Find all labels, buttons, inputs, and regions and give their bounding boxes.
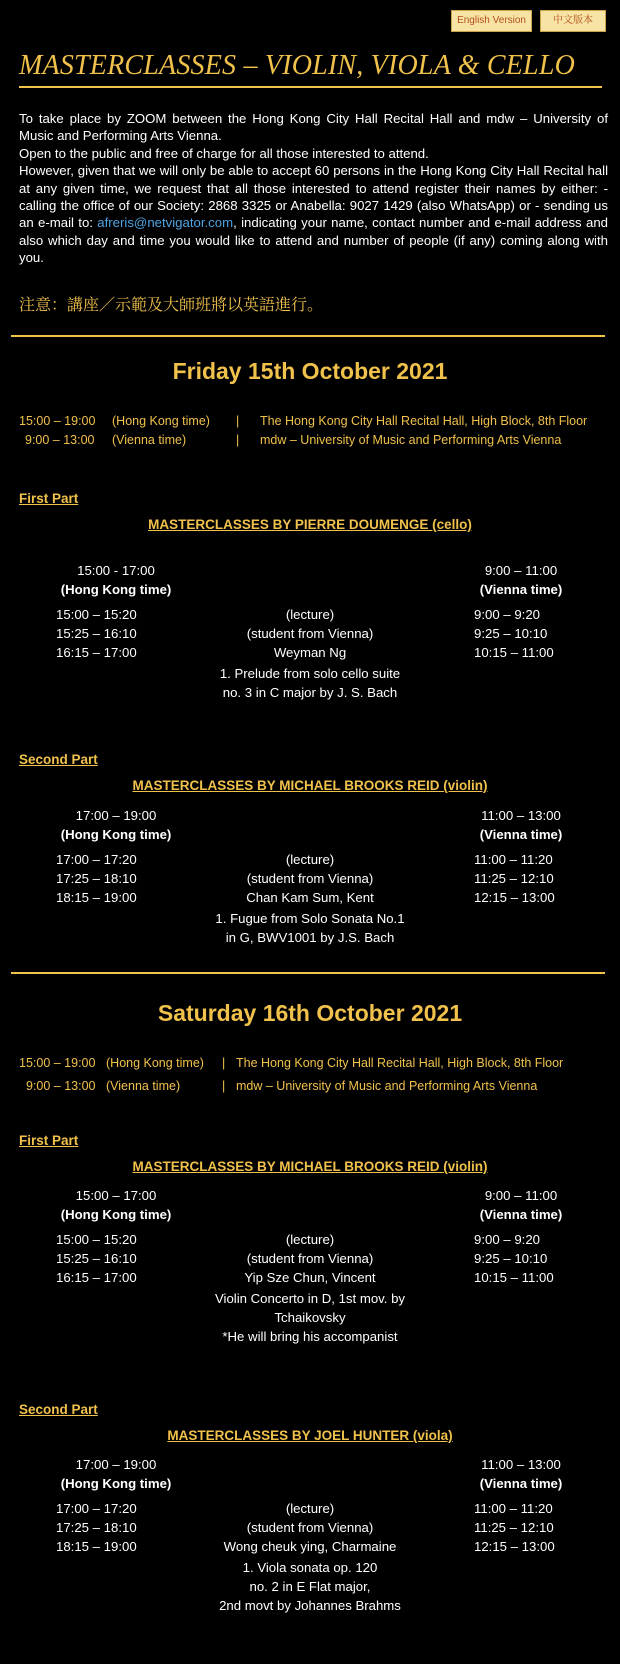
- hk-time: 16:15 – 17:00: [56, 645, 137, 660]
- venue-row: [19, 414, 609, 432]
- venue-place: mdw – University of Music and Performing Arts Vienna: [236, 1079, 538, 1093]
- vienna-time: 11:00 – 11:20: [474, 1501, 553, 1516]
- vienna-time: 10:15 – 11:00: [474, 645, 554, 660]
- schedule-row: [0, 1501, 620, 1520]
- vienna-time: 12:15 – 13:00: [474, 890, 555, 905]
- venue-row: [19, 1079, 609, 1097]
- vienna-time: 10:15 – 11:00: [474, 1270, 554, 1285]
- repertoire-line: no. 3 in C major by J. S. Bach: [222, 685, 398, 700]
- hk-time: 18:15 – 19:00: [56, 890, 137, 905]
- repertoire-line: Violin Concerto in D, 1st mov. by: [214, 1291, 406, 1306]
- repertoire-line: 1. Fugue from Solo Sonata No.1: [215, 911, 405, 926]
- session-description: (lecture): [285, 1232, 335, 1247]
- intro-paragraph: To take place by ZOOM between the Hong Kong City Hall Recital Hall and mdw – University of Music and Performing Arts Vienna.: [19, 111, 608, 144]
- schedule-row: [0, 626, 620, 645]
- venue-zone: (Vienna time): [112, 433, 187, 447]
- schedule-row: [0, 1520, 620, 1539]
- vienna-time: 12:15 – 13:00: [474, 1539, 555, 1554]
- chinese-version-button[interactable]: 中文版本: [540, 10, 606, 32]
- session-description: Wong cheuk ying, Charmaine: [223, 1539, 397, 1554]
- hk-time: 15:25 – 16:10: [56, 1251, 137, 1266]
- hk-time-header: [56, 806, 176, 844]
- session-description: (student from Vienna): [246, 1251, 374, 1266]
- part-label: First Part: [19, 1133, 79, 1148]
- hk-time: 17:25 – 18:10: [56, 871, 137, 886]
- part-label: Second Part: [19, 752, 98, 767]
- session-description: (lecture): [285, 607, 335, 622]
- vienna-time-header: [476, 1186, 566, 1224]
- intro-paragraph: Open to the public and free of charge for all those interested to attend.: [19, 145, 429, 161]
- part-label: Second Part: [19, 1402, 98, 1417]
- schedule-row: [0, 1232, 620, 1251]
- venue-separator: |: [236, 433, 240, 447]
- vienna-time-range: 9:00 – 11:00: [484, 563, 558, 578]
- session-description: Yip Sze Chun, Vincent: [244, 1270, 376, 1285]
- hk-time: 15:00 – 15:20: [56, 607, 137, 622]
- vienna-time-range: 11:00 – 13:00: [481, 1457, 561, 1472]
- venue-place: The Hong Kong City Hall Recital Hall, High Block, 8th Floor: [260, 414, 588, 428]
- hk-time-label: (Hong Kong time): [60, 827, 172, 842]
- repertoire-line: 2nd movt by Johannes Brahms: [219, 1598, 401, 1613]
- session-description: (student from Vienna): [246, 871, 374, 886]
- vienna-time-range: 11:00 – 13:00: [481, 808, 561, 823]
- venue-zone: (Vienna time): [106, 1079, 181, 1093]
- hk-time: 17:00 – 17:20: [56, 1501, 137, 1516]
- divider: [11, 972, 605, 974]
- hk-time-range: 17:00 – 19:00: [75, 808, 157, 823]
- day-heading: Saturday 16th October 2021: [157, 1000, 463, 1026]
- repertoire-line: Tchaikovsky: [274, 1310, 346, 1325]
- hk-time-header: [56, 1186, 176, 1224]
- repertoire-line: 1. Viola sonata op. 120: [242, 1560, 378, 1575]
- vienna-time: 11:00 – 11:20: [474, 852, 553, 867]
- hk-time-label: (Hong Kong time): [60, 582, 172, 597]
- divider: [11, 335, 605, 337]
- venue-place: mdw – University of Music and Performing Arts Vienna: [260, 433, 562, 447]
- masterclass-heading: MASTERCLASSES BY JOEL HUNTER (viola): [167, 1428, 453, 1443]
- hk-time-range: 17:00 – 19:00: [75, 1457, 157, 1472]
- language-switcher: [451, 10, 606, 32]
- vienna-time-header: [476, 1455, 566, 1493]
- hk-time: 15:25 – 16:10: [56, 626, 137, 641]
- page-title: MASTERCLASSES – VIOLIN, VIOLA & CELLO: [19, 50, 602, 88]
- hk-time-header: [56, 1455, 176, 1493]
- schedule-row: [0, 1251, 620, 1270]
- hk-time: 16:15 – 17:00: [56, 1270, 137, 1285]
- email-link[interactable]: afreris@netvigator.com: [97, 215, 234, 231]
- schedule-row: [0, 890, 620, 909]
- vienna-time-range: 9:00 – 11:00: [484, 1188, 558, 1203]
- hk-time-label: (Hong Kong time): [60, 1207, 172, 1222]
- venue-place: The Hong Kong City Hall Recital Hall, High Block, 8th Floor: [236, 1056, 564, 1070]
- venue-separator: |: [222, 1079, 226, 1093]
- schedule-row: [0, 645, 620, 664]
- session-description: Chan Kam Sum, Kent: [246, 890, 374, 905]
- hk-time-label: (Hong Kong time): [60, 1476, 172, 1491]
- session-description: (lecture): [285, 1501, 335, 1516]
- masterclass-heading: MASTERCLASSES BY MICHAEL BROOKS REID (violin): [132, 778, 488, 793]
- intro-text-span: However, given that we will only be able to accept 60 persons in the Hong Kong City Hall Recital hall at any given time, we request that all those interested to attend register their names by either: - calling the office of our Society: 2868 3325 or Anabella: 9027 1429 (also WhatsApp) or - sending us an e-mail to:: [19, 163, 608, 231]
- hk-time: 15:00 – 15:20: [56, 1232, 137, 1247]
- vienna-time-label: (Vienna time): [479, 827, 563, 842]
- vienna-time: 9:25 – 10:10: [474, 1251, 548, 1266]
- vienna-time-header: [476, 561, 566, 599]
- intro-text-span: , indicating your name, contact number and e-mail address and also which day and time you would like to attend and number of people (if any) coming along with you.: [19, 215, 608, 266]
- schedule-row: [0, 1270, 620, 1289]
- session-description: (lecture): [285, 852, 335, 867]
- schedule-row: [0, 607, 620, 626]
- hk-time-range: 15:00 - 17:00: [77, 563, 155, 578]
- vienna-time-label: (Vienna time): [479, 1207, 563, 1222]
- repertoire-line: in G, BWV1001 by J.S. Bach: [225, 930, 395, 945]
- hk-time: 18:15 – 19:00: [56, 1539, 137, 1554]
- vienna-time: 9:00 – 9:20: [474, 1232, 540, 1247]
- part-label: First Part: [19, 491, 79, 506]
- hk-time-range: 15:00 – 17:00: [75, 1188, 157, 1203]
- schedule-block: [0, 1186, 620, 1346]
- venue-row: [19, 1056, 609, 1074]
- hk-time: 17:25 – 18:10: [56, 1520, 137, 1535]
- venue-time: 15:00 – 19:00: [19, 414, 96, 428]
- schedule-row: [0, 871, 620, 890]
- hk-time: 17:00 – 17:20: [56, 852, 137, 867]
- masterclass-heading: MASTERCLASSES BY MICHAEL BROOKS REID (violin): [132, 1159, 488, 1174]
- intro-paragraph: [19, 162, 608, 266]
- venue-time: 9:00 – 13:00: [25, 433, 95, 447]
- masterclass-heading: MASTERCLASSES BY PIERRE DOUMENGE (cello): [148, 517, 472, 532]
- session-description: Weyman Ng: [273, 645, 347, 660]
- hk-time-header: [56, 561, 176, 599]
- session-description: (student from Vienna): [246, 626, 374, 641]
- venue-time: 9:00 – 13:00: [26, 1079, 96, 1093]
- repertoire-line: no. 2 in E Flat major,: [249, 1579, 371, 1594]
- schedule-block: [0, 561, 620, 702]
- venue-separator: |: [236, 414, 240, 428]
- vienna-time: 9:00 – 9:20: [474, 607, 540, 622]
- vienna-time-label: (Vienna time): [479, 582, 563, 597]
- schedule-block: [0, 806, 620, 947]
- vienna-time: 11:25 – 12:10: [474, 1520, 554, 1535]
- venue-row: [19, 433, 609, 451]
- vienna-time-header: [476, 806, 566, 844]
- schedule-row: [0, 1539, 620, 1558]
- session-description: (student from Vienna): [246, 1520, 374, 1535]
- venue-zone: (Hong Kong time): [106, 1056, 204, 1070]
- vienna-time-label: (Vienna time): [479, 1476, 563, 1491]
- repertoire-line: 1. Prelude from solo cello suite: [219, 666, 401, 681]
- schedule-block: [0, 1455, 620, 1615]
- accompanist-note: *He will bring his accompanist: [222, 1329, 398, 1344]
- venue-zone: (Hong Kong time): [112, 414, 210, 428]
- schedule-row: [0, 852, 620, 871]
- venue-time: 15:00 – 19:00: [19, 1056, 96, 1070]
- english-version-button[interactable]: English Version: [451, 10, 532, 32]
- chinese-language-note: 注意：講座／示範及大師班將以英語進行。: [19, 295, 324, 314]
- venue-separator: |: [222, 1056, 226, 1070]
- intro-text: [19, 110, 608, 267]
- day-heading: Friday 15th October 2021: [172, 358, 448, 384]
- vienna-time: 9:25 – 10:10: [474, 626, 548, 641]
- vienna-time: 11:25 – 12:10: [474, 871, 554, 886]
